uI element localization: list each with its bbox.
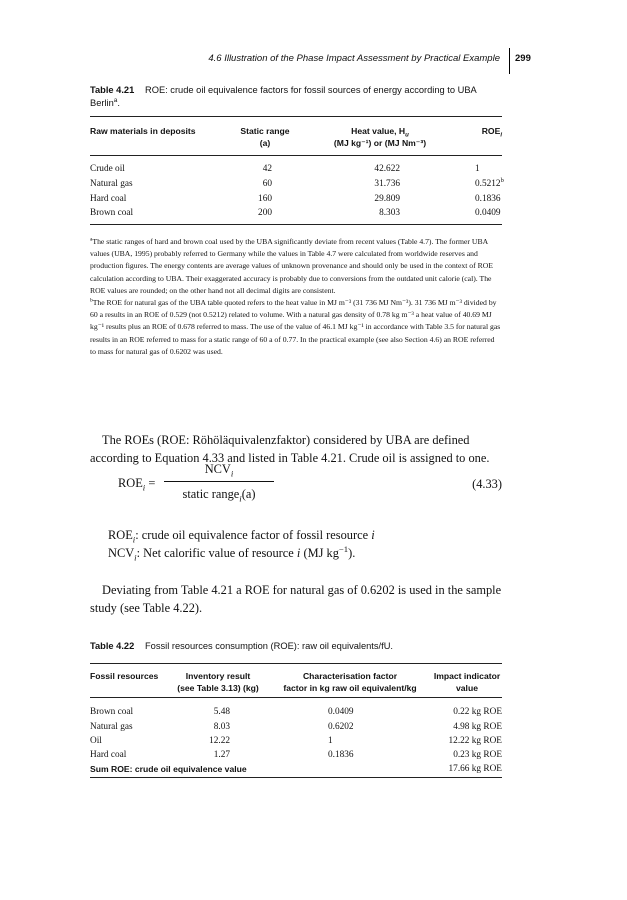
table-cell: 5.48 — [213, 707, 230, 717]
table-header-rule — [90, 155, 502, 156]
col-header-raw-materials: Raw materials in deposits — [90, 126, 196, 136]
table-4-21-caption-text: ROE: crude oil equivalence factors for fossil sources of energy according to UBA Berlin — [90, 85, 477, 108]
definition-roe: $ROE_i$: crude oil equivalence factor of fossil resource i — [108, 528, 375, 545]
col-header-roe: $ROE_i$ — [481, 126, 502, 139]
equation-number: (4.33) — [472, 477, 502, 491]
page-number: 299 — [515, 53, 531, 64]
table-4-22-caption — [90, 640, 502, 653]
table-cell: 0.1836 — [475, 194, 501, 204]
equation-lhs: $ROE_i$ = — [118, 476, 156, 493]
table-cell: 4.98 kg ROE — [453, 722, 502, 732]
col-header-inventory-result: Inventory result (see Table 3.13) (kg) — [177, 671, 259, 693]
footnote-a: $^a$The static ranges of hard and brown coal used by the UBA significantly deviate from recent values (Table 4.7). The former UBA values (UBA, 1995) probably referred to Germany while the values in Table 4.7 were calculated from worldwide reserves and production figures. The energy contents are average values of unknown provenance and should only be used in the context of ROE calculation according to UBA. Their exaggerated accuracy is probably due to conversions from the outdated unit calorie (cal). The ROE values are rounded; on the other hand not all decimal digits are consistent. — [90, 236, 493, 295]
table-cell: 12.22 — [209, 736, 230, 746]
table-4-21-caption: Table 4.21 ROE: crude oil equivalence factors for fossil sources of energy according to UBA Berlin$^a$. — [90, 85, 477, 108]
col-header-characterisation-factor: Characterisation factor factor in kg raw oil equivalent/kg — [283, 671, 417, 693]
table-cell: 12.22 kg ROE — [448, 736, 502, 746]
body-paragraph-1: The ROEs (ROE: Röhöläquivalenzfaktor) considered by UBA are defined according to Equation 4.33 and listed in Table 4.21. Crude oil is assigned to one. — [90, 433, 490, 465]
equation-denominator: static range$_i$(a) — [182, 487, 256, 504]
table-cell: 1 — [328, 736, 333, 746]
col-header-heat-value: Heat value, $H_u$ (MJ kg⁻¹) or (MJ Nm⁻³) — [333, 126, 427, 148]
col-header-static-range: Static range (a) — [240, 126, 290, 148]
definition-ncv: $NCV_i$: Net calorific value of resource i (MJ $kg^{-1}$). — [108, 543, 356, 563]
table-bottom-rule — [90, 224, 502, 225]
footnote-b: $^b$The ROE for natural gas of the UBA table quoted refers to the heat value in MJ m⁻³ (31 736 MJ Nm⁻³). 31 736 MJ m⁻³ divided by 60 a results in an ROE of 0.529 (not 0.5212) related to volume. With a natural gas density of 0.78 kg m⁻³ a heat value of 40.69 MJ kg⁻¹ results plus an ROE of 0.678 referred to mass. The use of the value of 46.1 MJ kg⁻¹ in accordance with Table 3.5 for natural gas results in an ROE referred to mass for a static range of 60 a of 0.77. In the practical example (see also Section 4.6) an ROE referred to mass for natural gas of 0.6202 was used. — [90, 297, 501, 356]
table-cell: 1 — [475, 164, 480, 174]
table-top-rule — [90, 116, 502, 117]
table-cell: Crude oil — [90, 164, 125, 174]
table-4-21-label: Table 4.21 — [90, 85, 135, 95]
running-head: 4.6 Illustration of the Phase Impact Assessment by Practical Example — [208, 53, 500, 64]
table-cell: Brown coal — [90, 208, 134, 218]
sum-row-label: Sum ROE: crude oil equivalence value — [90, 764, 247, 774]
table-cell: 0.22 kg ROE — [453, 707, 502, 717]
table-header-rule — [90, 697, 502, 698]
table-cell: 0.23 kg ROE — [453, 750, 502, 760]
body-paragraph-2: Deviating from Table 4.21 a ROE for natural gas of 0.6202 is used in the sample study (see Table 4.22). — [90, 583, 502, 615]
table-cell: 0.1836 — [328, 750, 354, 760]
table-cell: 8.03 — [213, 722, 230, 732]
table-cell: 160 — [258, 194, 272, 204]
table-cell: Natural gas — [90, 722, 133, 732]
header-divider — [509, 48, 510, 74]
table-cell: Brown coal — [90, 707, 134, 717]
table-cell: Hard coal — [90, 194, 127, 204]
caption-footnote-mark: a — [113, 96, 118, 104]
table-cell: 0.5212$^b$ — [475, 176, 504, 189]
table-cell: 200 — [258, 208, 272, 218]
table-cell: 42.622 — [374, 164, 400, 174]
col-header-fossil-resources: Fossil resources — [90, 671, 159, 681]
table-footnotes — [90, 236, 502, 358]
table-bottom-rule — [90, 777, 502, 778]
table-cell: 31.736 — [374, 179, 400, 189]
table-cell: 0.0409 — [328, 707, 354, 717]
table-cell: 0.6202 — [328, 722, 354, 732]
table-cell: Hard coal — [90, 750, 127, 760]
table-4-22-label: Table 4.22 — [90, 641, 135, 651]
table-cell: Oil — [90, 736, 102, 746]
table-cell: 1.27 — [213, 750, 230, 760]
equation-numerator: $NCV_i$ — [204, 462, 234, 479]
table-cell: 42 — [262, 164, 272, 174]
table-cell: 29.809 — [374, 194, 400, 204]
table-cell: 60 — [262, 179, 272, 189]
table-top-rule — [90, 663, 502, 664]
table-cell: 0.0409 — [475, 208, 501, 218]
sum-row-value: 17.66 kg ROE — [448, 764, 502, 774]
table-cell: Natural gas — [90, 179, 133, 189]
table-4-22-caption-text: Fossil resources consumption (ROE): raw oil equivalents/fU. — [145, 641, 394, 651]
table-cell: 8.303 — [379, 208, 400, 218]
footnote-b-mark: b — [500, 176, 504, 184]
fraction-bar — [164, 481, 274, 482]
col-header-impact-indicator: Impact indicator value — [433, 671, 501, 693]
